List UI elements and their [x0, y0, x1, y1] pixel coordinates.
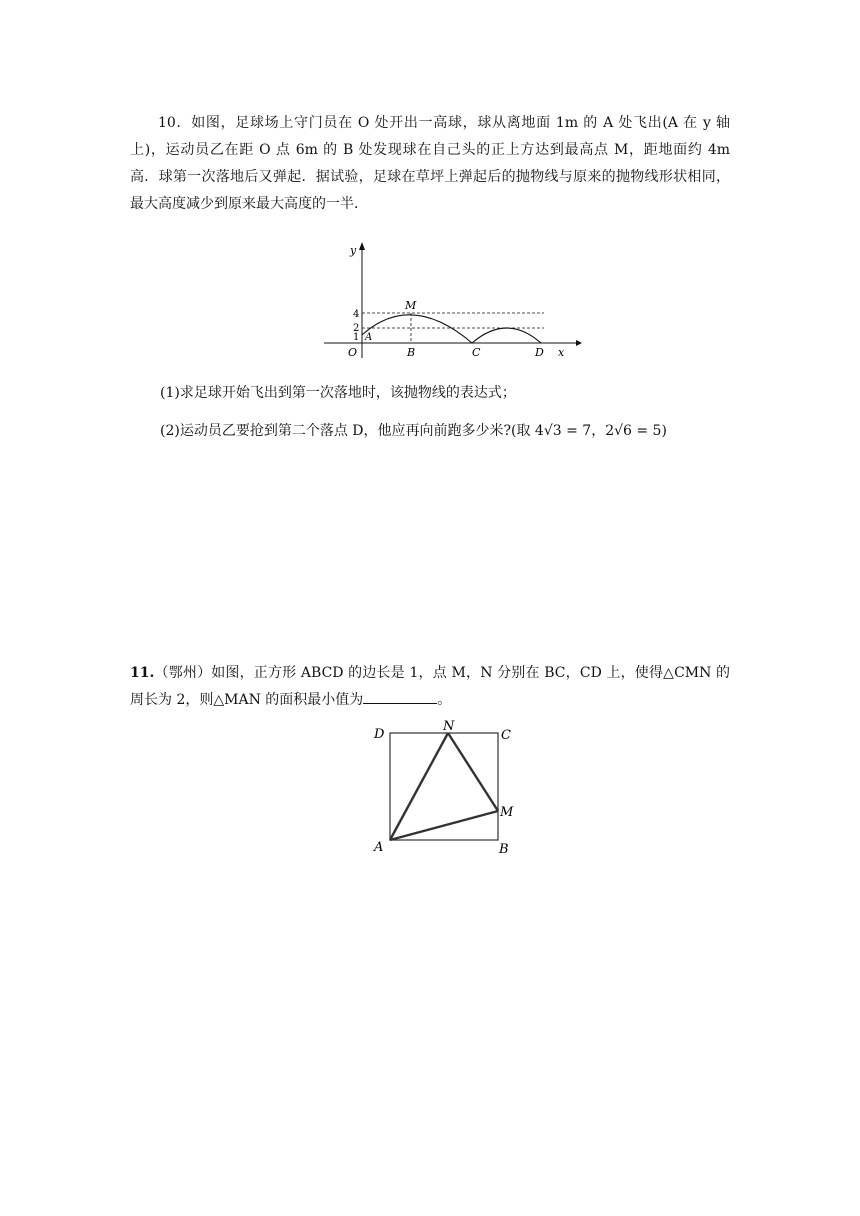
label-N: N — [443, 719, 455, 734]
first-parabola — [362, 315, 472, 343]
label-O: O — [348, 346, 358, 359]
q11-paragraph — [130, 660, 730, 714]
label-y: y — [350, 244, 357, 257]
label-x: x — [558, 346, 565, 359]
label-A: A — [365, 332, 373, 343]
q10-part1: (1)求足球开始飞出到第一次落地时，该抛物线的表达式； — [160, 385, 516, 401]
label-C: C — [472, 346, 481, 359]
label-A: A — [374, 840, 384, 855]
q10-part2: (2)运动员乙要抢到第二个落点 D，他应再向前跑多少米?(取 4√3 = 7，2√6 = 5) — [160, 423, 667, 439]
answer-blank[interactable] — [363, 689, 437, 704]
q11-end: 。 — [437, 692, 452, 708]
segment-NM — [448, 733, 498, 811]
label-M: M — [405, 299, 417, 312]
label-D: D — [374, 727, 385, 742]
label-C: C — [501, 728, 511, 743]
segment-AM — [390, 811, 498, 840]
q10-paragraph: 10．如图，足球场上守门员在 O 处开出一高球，球从离地面 1m 的 A 处飞出(A 在 y 轴上)，运动员乙在距 O 点 6m 的 B 处发现球在自己头的正上方达到最高点 M，距地面约 4m 高．球第一次落地后又弹起．据试验，足球在草坪上弹起后的抛物线与原来的抛物线形状相同，最大高度减少到原来最大高度的一半． — [130, 115, 730, 212]
q11-square-figure — [370, 718, 520, 858]
q11-number: 11. — [130, 665, 155, 681]
y-axis-arrow — [359, 242, 365, 250]
tick-4: 4 — [353, 309, 360, 320]
segment-AN — [390, 733, 448, 840]
label-B: B — [407, 346, 416, 359]
label-D: D — [535, 346, 544, 359]
tick-1: 1 — [353, 332, 360, 343]
tick-2: 2 — [353, 323, 360, 334]
label-M: M — [500, 805, 514, 820]
second-parabola — [472, 328, 541, 343]
q10-parabola-figure — [322, 240, 582, 365]
label-B: B — [499, 842, 509, 857]
x-axis-arrow — [576, 340, 582, 346]
q11-text: （鄂州）如图，正方形 ABCD 的边长是 1，点 M，N 分别在 BC，CD 上，使得△CMN 的周长为 2，则△MAN 的面积最小值为 — [130, 665, 730, 708]
